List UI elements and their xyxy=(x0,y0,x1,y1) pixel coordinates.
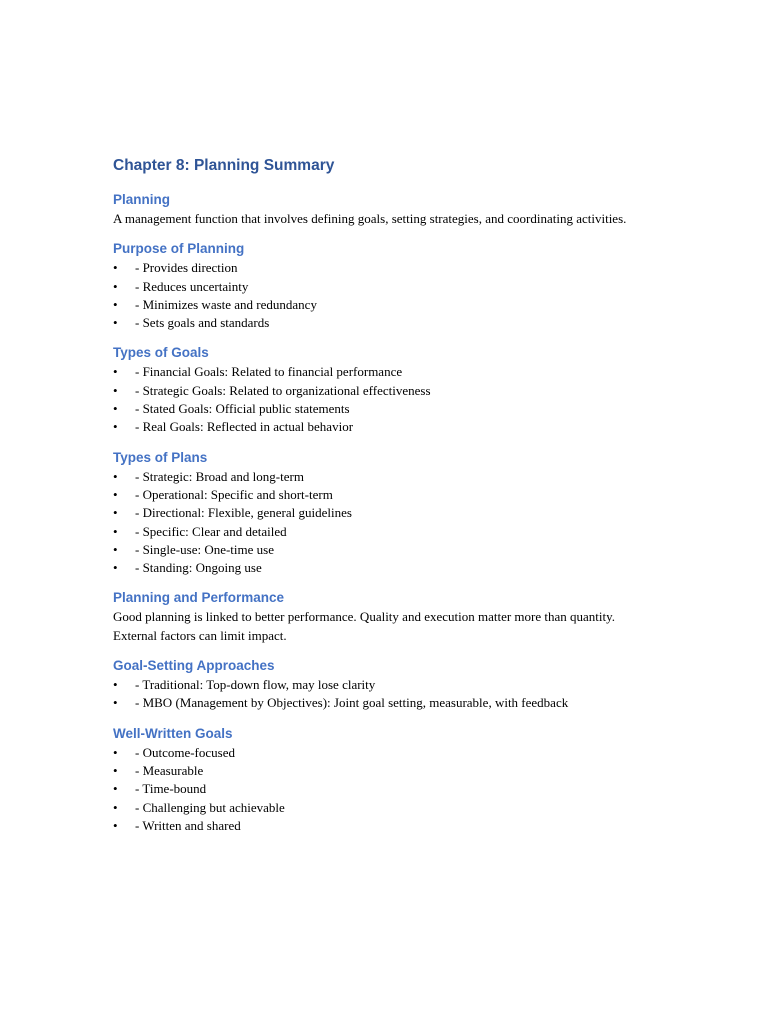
list-item xyxy=(113,780,638,798)
list-item-text: - Sets goals and standards xyxy=(135,315,270,331)
list-item xyxy=(113,314,638,332)
list-item xyxy=(113,296,638,314)
list-item xyxy=(113,363,638,381)
bullet-icon: • xyxy=(113,523,118,539)
list-item xyxy=(113,504,638,522)
document-title: Chapter 8: Planning Summary xyxy=(113,157,335,174)
list-item-text: - Outcome-focused xyxy=(135,744,235,760)
bullet-icon: • xyxy=(113,364,118,380)
list-item xyxy=(113,541,638,559)
bullet-icon: • xyxy=(113,382,118,398)
bullet-icon: • xyxy=(113,560,118,576)
bullet-icon: • xyxy=(113,468,118,484)
list-item-text: - Strategic Goals: Related to organizational effectiveness xyxy=(135,382,431,398)
list-item-text: - Provides direction xyxy=(135,260,238,276)
section-well-written-goals xyxy=(113,725,638,835)
bullet-list xyxy=(113,744,638,835)
list-item xyxy=(113,468,638,486)
section-heading: Well-Written Goals xyxy=(113,725,233,741)
list-item xyxy=(113,762,638,780)
list-item-text: - MBO (Management by Objectives): Joint goal setting, measurable, with feedback xyxy=(135,695,569,711)
list-item xyxy=(113,676,638,694)
list-item-text: - Specific: Clear and detailed xyxy=(135,523,287,539)
section-planning xyxy=(113,191,638,228)
section-types-of-goals xyxy=(113,344,638,436)
list-item-text: - Challenging but achievable xyxy=(135,799,285,815)
bullet-icon: • xyxy=(113,296,118,312)
bullet-icon: • xyxy=(113,744,118,760)
list-item-text: - Written and shared xyxy=(135,817,241,833)
list-item-text: - Stated Goals: Official public statements xyxy=(135,401,350,417)
list-item xyxy=(113,817,638,835)
list-item-text: - Traditional: Top-down flow, may lose clarity xyxy=(135,677,376,693)
bullet-icon: • xyxy=(113,260,118,276)
section-heading: Types of Goals xyxy=(113,345,209,361)
section-purpose-of-planning xyxy=(113,240,638,332)
list-item xyxy=(113,694,638,712)
section-heading: Planning and Performance xyxy=(113,590,285,606)
list-item-text: - Time-bound xyxy=(135,781,207,797)
section-planning-and-performance xyxy=(113,589,638,645)
bullet-icon: • xyxy=(113,486,118,502)
bullet-list xyxy=(113,468,638,578)
bullet-list xyxy=(113,363,638,436)
bullet-icon: • xyxy=(113,419,118,435)
list-item-text: - Operational: Specific and short-term xyxy=(135,486,333,502)
bullet-icon: • xyxy=(113,505,118,521)
list-item-text: - Strategic: Broad and long-term xyxy=(135,468,304,484)
list-item xyxy=(113,278,638,296)
section-heading: Goal-Setting Approaches xyxy=(113,658,275,674)
bullet-icon: • xyxy=(113,695,118,711)
bullet-list xyxy=(113,676,638,713)
list-item xyxy=(113,744,638,762)
bullet-icon: • xyxy=(113,278,118,294)
list-item-text: - Directional: Flexible, general guidelines xyxy=(135,505,352,521)
bullet-icon: • xyxy=(113,781,118,797)
bullet-list xyxy=(113,259,638,332)
bullet-icon: • xyxy=(113,677,118,693)
section-paragraph: Good planning is linked to better performance. Quality and execution matter more than quantity. External factors can limit impact. xyxy=(113,609,616,643)
list-item xyxy=(113,523,638,541)
list-item xyxy=(113,418,638,436)
list-item xyxy=(113,382,638,400)
sections-container xyxy=(113,191,638,835)
section-heading: Planning xyxy=(113,192,170,207)
list-item xyxy=(113,559,638,577)
section-types-of-plans xyxy=(113,449,638,578)
section-heading: Types of Plans xyxy=(113,449,208,465)
list-item xyxy=(113,259,638,277)
bullet-icon: • xyxy=(113,799,118,815)
section-paragraph: A management function that involves defining goals, setting strategies, and coordinating activities. xyxy=(113,211,627,226)
list-item-text: - Standing: Ongoing use xyxy=(135,560,262,576)
list-item xyxy=(113,799,638,817)
list-item xyxy=(113,400,638,418)
section-goal-setting-approaches xyxy=(113,657,638,713)
list-item-text: - Reduces uncertainty xyxy=(135,278,249,294)
bullet-icon: • xyxy=(113,315,118,331)
bullet-icon: • xyxy=(113,762,118,778)
list-item xyxy=(113,486,638,504)
list-item-text: - Real Goals: Reflected in actual behavior xyxy=(135,419,354,435)
bullet-icon: • xyxy=(113,541,118,557)
list-item-text: - Minimizes waste and redundancy xyxy=(135,296,317,312)
section-heading: Purpose of Planning xyxy=(113,241,245,257)
list-item-text: - Measurable xyxy=(135,762,204,778)
document-content xyxy=(113,156,638,847)
bullet-icon: • xyxy=(113,401,118,417)
list-item-text: - Financial Goals: Related to financial performance xyxy=(135,364,403,380)
list-item-text: - Single-use: One-time use xyxy=(135,541,274,557)
bullet-icon: • xyxy=(113,817,118,833)
